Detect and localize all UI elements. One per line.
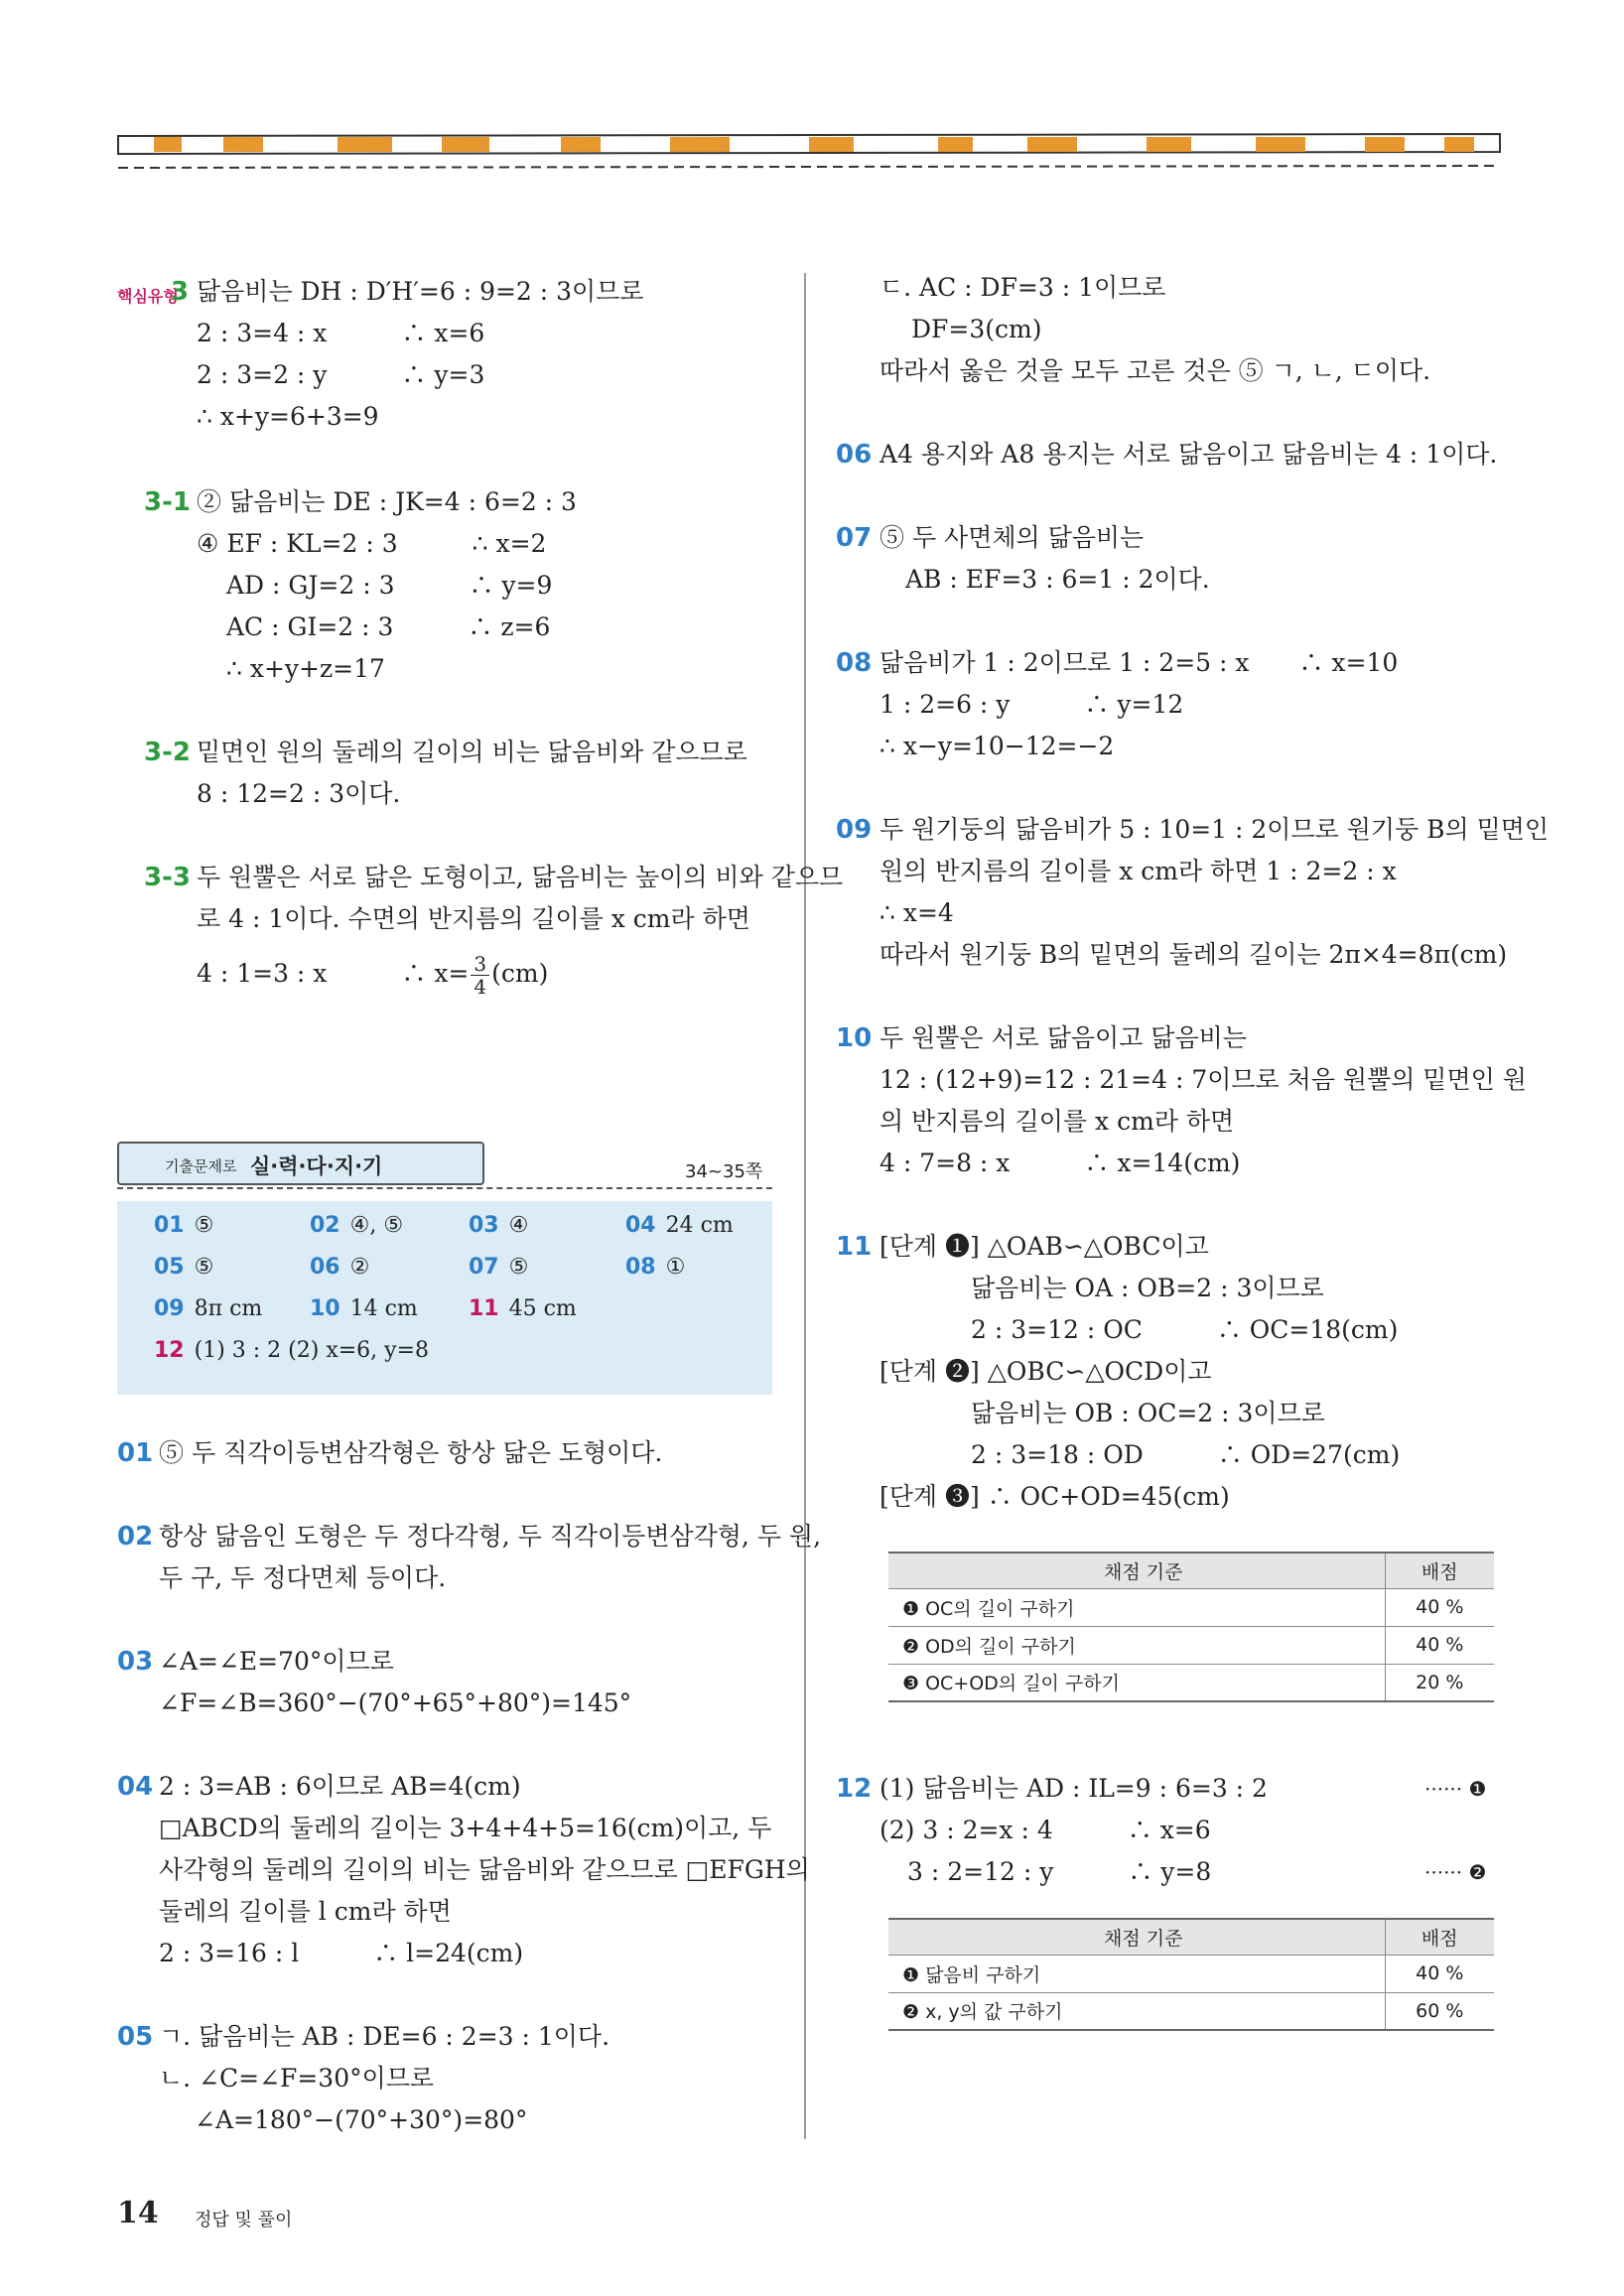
table-cell: ❶ OC의 길이 구하기 xyxy=(888,1588,1385,1626)
answer-item: 11 45 cm xyxy=(469,1296,577,1321)
text-line: 닮음비가 1 : 2이므로 1 : 2=5 : x ∴ x=10 xyxy=(880,648,1399,677)
problem-number: 07 xyxy=(836,523,873,553)
table-header: 채점 기준 xyxy=(888,1553,1385,1588)
text-line: 두 원뿔은 서로 닮은 도형이고, 닮음비는 높이의 비와 같으므 xyxy=(197,863,844,891)
problem-number: 10 xyxy=(836,1023,873,1053)
text-line: 닮음비는 DH : D′H′=6 : 9=2 : 3이므로 xyxy=(197,277,644,306)
text-line: 2 : 3=2 : y ∴ y=3 xyxy=(197,360,485,389)
section-title-box xyxy=(117,1142,484,1185)
table-cell: ❸ OC+OD의 길이 구하기 xyxy=(888,1664,1385,1701)
problem-number: 3-2 xyxy=(144,738,191,767)
dashed-divider xyxy=(117,1187,772,1189)
text-line: 원의 반지름의 길이를 x cm라 하면 1 : 2=2 : x xyxy=(880,857,1397,885)
header-band xyxy=(114,124,1504,174)
text-line: (2) 3 : 2=x : 4 ∴ x=6 xyxy=(880,1816,1211,1844)
table-header: 배점 xyxy=(1385,1553,1494,1588)
table-row xyxy=(888,1626,1494,1664)
answer-item: 02 ④, ⑤ xyxy=(310,1213,404,1238)
text-line: 4 : 7=8 : x ∴ x=14(cm) xyxy=(880,1148,1241,1177)
text-line: 밑면인 원의 둘레의 길이의 비는 닮음비와 같으므로 xyxy=(197,738,747,766)
text-line: ∠A=∠E=70°이므로 xyxy=(159,1647,394,1676)
problem-number: 01 xyxy=(117,1438,154,1468)
problem-number: 3-3 xyxy=(144,863,191,892)
problem-number: 3-1 xyxy=(144,487,191,517)
problem-number: 03 xyxy=(117,1647,154,1677)
fraction-denominator: 4 xyxy=(474,975,487,999)
text-line: 닮음비는 OA : OB=2 : 3이므로 xyxy=(971,1274,1324,1302)
answer-item: 06 ② xyxy=(310,1255,370,1280)
problem-number: 02 xyxy=(117,1522,154,1552)
text-line: ② 닮음비는 DE : JK=4 : 6=2 : 3 xyxy=(197,487,577,516)
text-line: 의 반지름의 길이를 x cm라 하면 xyxy=(880,1107,1235,1136)
table-cell: ❶ 닮음비 구하기 xyxy=(888,1955,1385,1992)
text-line: [단계 ❸] ∴ OC+OD=45(cm) xyxy=(880,1482,1230,1511)
problem-number: 12 xyxy=(836,1774,873,1804)
text-line: 두 원뿔은 서로 닮음이고 닮음비는 xyxy=(880,1023,1247,1052)
table-cell: ❷ OD의 길이 구하기 xyxy=(888,1626,1385,1664)
text-line: □ABCD의 둘레의 길이는 3+4+4+5=16(cm)이고, 두 xyxy=(159,1814,772,1842)
answer-item: 03 ④ xyxy=(469,1213,529,1238)
text-line: ∠A=180°−(70°+30°)=80° xyxy=(195,2105,528,2134)
table-row xyxy=(888,1664,1494,1701)
text-line: 8 : 12=2 : 3이다. xyxy=(197,779,401,808)
equation: 4 : 1=3 : x ∴ x= xyxy=(197,959,470,988)
table-row xyxy=(888,1992,1494,2030)
problem-number: 06 xyxy=(836,440,873,470)
answer-item: 10 14 cm xyxy=(310,1296,418,1321)
text-line: 닮음비는 OB : OC=2 : 3이므로 xyxy=(971,1399,1325,1427)
text-line xyxy=(197,953,548,998)
text-line: ㄱ. 닮음비는 AB : DE=6 : 2=3 : 1이다. xyxy=(159,2022,610,2051)
text-line: ㄷ. AC : DF=3 : 1이므로 xyxy=(880,273,1166,302)
page-number: 14 xyxy=(117,2196,159,2230)
text-line: ㄴ. ∠C=∠F=30°이므로 xyxy=(159,2064,435,2093)
text-line: ∠F=∠B=360°−(70°+65°+80°)=145° xyxy=(159,1688,632,1717)
table-row xyxy=(888,1588,1494,1626)
scoring-table xyxy=(888,1552,1494,1702)
fraction-numerator: 3 xyxy=(471,953,489,976)
step-marker: ······ ❶ xyxy=(1424,1777,1487,1801)
text-line: AB : EF=3 : 6=1 : 2이다. xyxy=(905,565,1210,594)
answer-item: 01 ⑤ xyxy=(154,1213,214,1238)
answer-item: 08 ① xyxy=(625,1255,686,1280)
text-line: DF=3(cm) xyxy=(911,315,1042,343)
table-header: 채점 기준 xyxy=(888,1919,1385,1955)
footer-label: 정답 및 풀이 xyxy=(195,2210,293,2230)
text-line: AC : GI=2 : 3 ∴ z=6 xyxy=(226,612,551,641)
table-cell: ❷ x, y의 값 구하기 xyxy=(888,1992,1385,2030)
text-line: 2 : 3=AB : 6이므로 AB=4(cm) xyxy=(159,1772,521,1801)
text-line: 2 : 3=18 : OD ∴ OD=27(cm) xyxy=(971,1440,1401,1469)
answer-item: 07 ⑤ xyxy=(469,1255,529,1280)
table-cell: 40 % xyxy=(1385,1588,1494,1626)
text-line: (1) 닮음비는 AD : IL=9 : 6=3 : 2 xyxy=(880,1774,1268,1803)
text-line: ∴ x+y=6+3=9 xyxy=(197,402,379,431)
text-line: 따라서 원기둥 B의 밑면의 둘레의 길이는 2π×4=8π(cm) xyxy=(880,940,1508,969)
step-marker: ······ ❷ xyxy=(1424,1860,1487,1884)
text-line: ∴ x=4 xyxy=(880,898,954,927)
table-cell: 40 % xyxy=(1385,1955,1494,1992)
text-line: ④ EF : KL=2 : 3 ∴ x=2 xyxy=(197,529,547,558)
table-cell: 60 % xyxy=(1385,1992,1494,2030)
section-title-small: 기출문제로 xyxy=(165,1157,237,1175)
text-line: ∴ x+y+z=17 xyxy=(226,654,385,683)
problem-number: 05 xyxy=(117,2022,154,2052)
text-line: 2 : 3=12 : OC ∴ OC=18(cm) xyxy=(971,1315,1399,1344)
answer-item: 05 ⑤ xyxy=(154,1255,214,1280)
text-line: ⑤ 두 사면체의 닮음비는 xyxy=(880,523,1145,552)
text-line: 2 : 3=4 : x ∴ x=6 xyxy=(197,319,485,347)
problem-number: 09 xyxy=(836,815,873,845)
text-line: AD : GJ=2 : 3 ∴ y=9 xyxy=(226,571,553,600)
problem-number: 3 xyxy=(171,277,190,307)
table-row xyxy=(888,1955,1494,1992)
scoring-table xyxy=(888,1918,1494,2031)
text-line: [단계 ❷] △OBC∽△OCD이고 xyxy=(880,1357,1212,1386)
text-line: 로 4 : 1이다. 수면의 반지름의 길이를 x cm라 하면 xyxy=(197,904,750,933)
text-line: 12 : (12+9)=12 : 21=4 : 7이므로 처음 원뿔의 밑면인 원 xyxy=(880,1065,1527,1094)
answer-item: 09 8π cm xyxy=(154,1296,263,1321)
text-line: 사각형의 둘레의 길이의 비는 닮음비와 같으므로 □EFGH의 xyxy=(159,1855,810,1884)
fraction xyxy=(471,953,489,998)
table-header: 배점 xyxy=(1385,1919,1494,1955)
text-line: A4 용지와 A8 용지는 서로 닮음이고 닮음비는 4 : 1이다. xyxy=(880,440,1498,469)
section-title: 실·력·다·지·기 xyxy=(250,1154,383,1178)
text-line: 3 : 2=12 : y ∴ y=8 xyxy=(907,1857,1212,1886)
problem-number: 11 xyxy=(836,1232,873,1262)
text-line: 1 : 2=6 : y ∴ y=12 xyxy=(880,690,1184,719)
text-line: 따라서 옳은 것을 모두 고른 것은 ⑤ ㄱ, ㄴ, ㄷ이다. xyxy=(880,356,1431,385)
text-line: 두 구, 두 정다면체 등이다. xyxy=(159,1563,447,1592)
answer-item: 12 (1) 3 : 2 (2) x=6, y=8 xyxy=(154,1338,430,1363)
unit: (cm) xyxy=(491,959,549,988)
core-type-tag: 핵심유형 xyxy=(117,287,179,306)
text-line: [단계 ❶] △OAB∽△OBC이고 xyxy=(880,1232,1209,1261)
text-line: 두 원기둥의 닮음비가 5 : 10=1 : 2이므로 원기둥 B의 밑면인 xyxy=(880,815,1550,844)
text-line: 항상 닮음인 도형은 두 정다각형, 두 직각이등변삼각형, 두 원, xyxy=(159,1522,822,1551)
text-line: ∴ x−y=10−12=−2 xyxy=(880,732,1115,760)
answer-item: 04 24 cm xyxy=(625,1213,734,1238)
problem-number: 04 xyxy=(117,1772,154,1802)
problem-number: 08 xyxy=(836,648,873,678)
text-line: 2 : 3=16 : l ∴ l=24(cm) xyxy=(159,1939,524,1967)
page-range: 34~35쪽 xyxy=(685,1161,763,1182)
text-line: ⑤ 두 직각이등변삼각형은 항상 닮은 도형이다. xyxy=(159,1438,663,1467)
table-cell: 20 % xyxy=(1385,1664,1494,1701)
text-line: 둘레의 길이를 l cm라 하면 xyxy=(159,1897,452,1926)
table-cell: 40 % xyxy=(1385,1626,1494,1664)
